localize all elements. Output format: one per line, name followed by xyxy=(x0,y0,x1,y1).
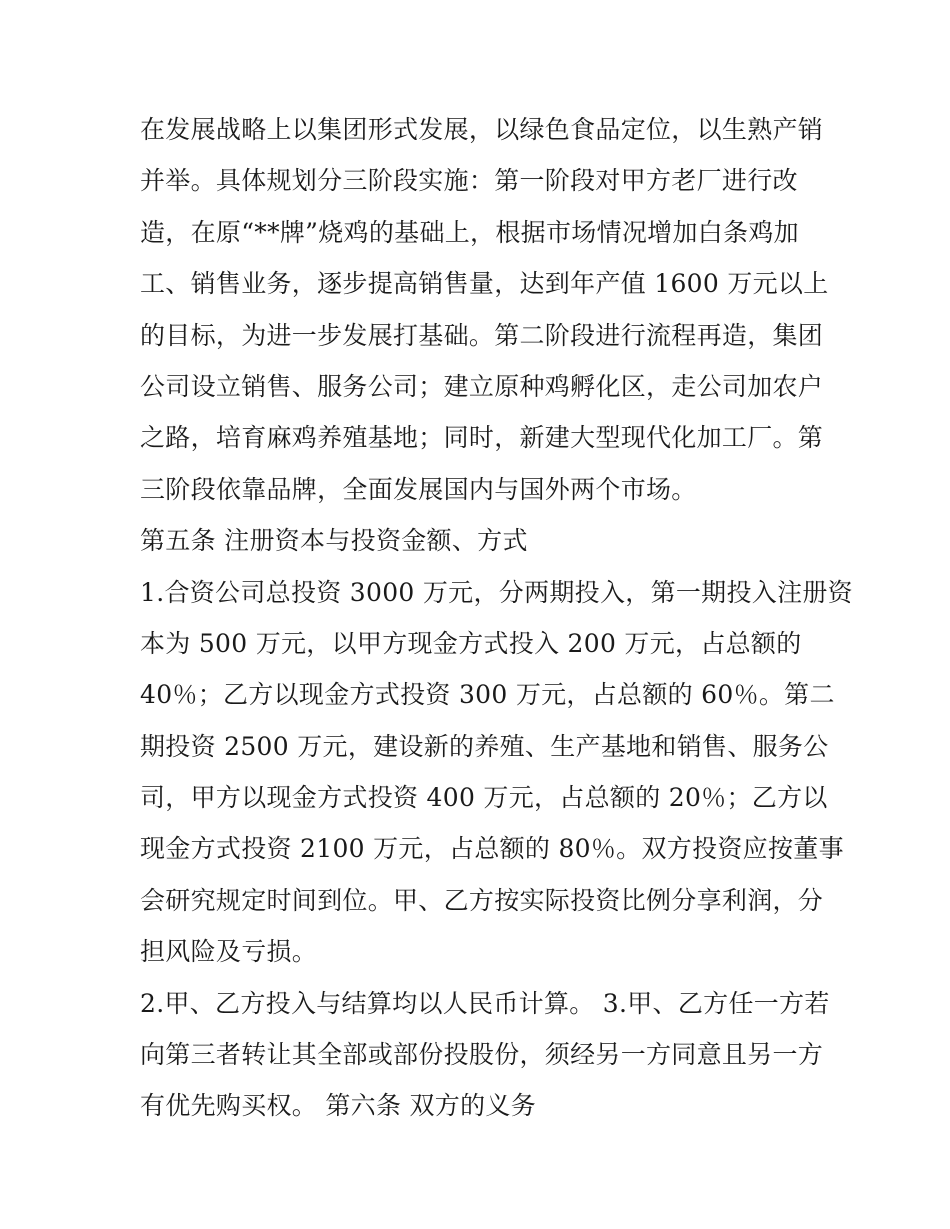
document-body xyxy=(140,104,853,1132)
text-line: 公司设立销售、服务公司；建立原种鸡孵化区，走公司加农户 xyxy=(140,371,824,401)
text-line: 会研究规定时间到位。甲、乙方按实际投资比例分享利润，分 xyxy=(140,885,824,915)
text-line: 三阶段依靠品牌，全面发展国内与国外两个市场。 xyxy=(140,474,697,504)
text-line: 向第三者转让其全部或部份投股份，须经另一方同意且另一方 xyxy=(140,1040,824,1070)
text-line: 本为 500 万元，以甲方现金方式投入 200 万元，占总额的 xyxy=(140,628,802,658)
text-line: 之路，培育麻鸡养殖基地；同时，新建大型现代化加工厂。第 xyxy=(140,423,824,453)
text-line: 并举。具体规划分三阶段实施：第一阶段对甲方老厂进行改 xyxy=(140,166,798,196)
text-line: 的目标，为进一步发展打基础。第二阶段进行流程再造，集团 xyxy=(140,320,824,350)
section-heading-article-5: 第五条 注册资本与投资金额、方式 xyxy=(140,526,528,556)
text-line: 担风险及亏损。 xyxy=(140,937,318,967)
text-line: 40％；乙方以现金方式投资 300 万元，占总额的 60％。第二 xyxy=(140,680,835,710)
text-line: 造，在原“**牌”烧鸡的基础上，根据市场情况增加白条鸡加 xyxy=(140,217,799,247)
text-line: 司，甲方以现金方式投资 400 万元，占总额的 20％；乙方以 xyxy=(140,783,828,813)
text-line: 在发展战略上以集团形式发展，以绿色食品定位，以生熟产销 xyxy=(140,115,824,144)
text-line: 2.甲、乙方投入与结算均以人民币计算。 3.甲、乙方任一方若 xyxy=(140,988,830,1018)
text-line: 期投资 2500 万元，建设新的养殖、生产基地和销售、服务公 xyxy=(140,731,829,761)
text-line: 工、销售业务，逐步提高销售量，达到年产值 1600 万元以上 xyxy=(140,269,829,299)
text-line: 1.合资公司总投资 3000 万元，分两期投入，第一期投入注册资 xyxy=(140,577,853,607)
text-line: 有优先购买权。 第六条 双方的义务 xyxy=(140,1091,536,1121)
text-line: 现金方式投资 2100 万元，占总额的 80％。双方投资应按董事 xyxy=(140,834,844,864)
